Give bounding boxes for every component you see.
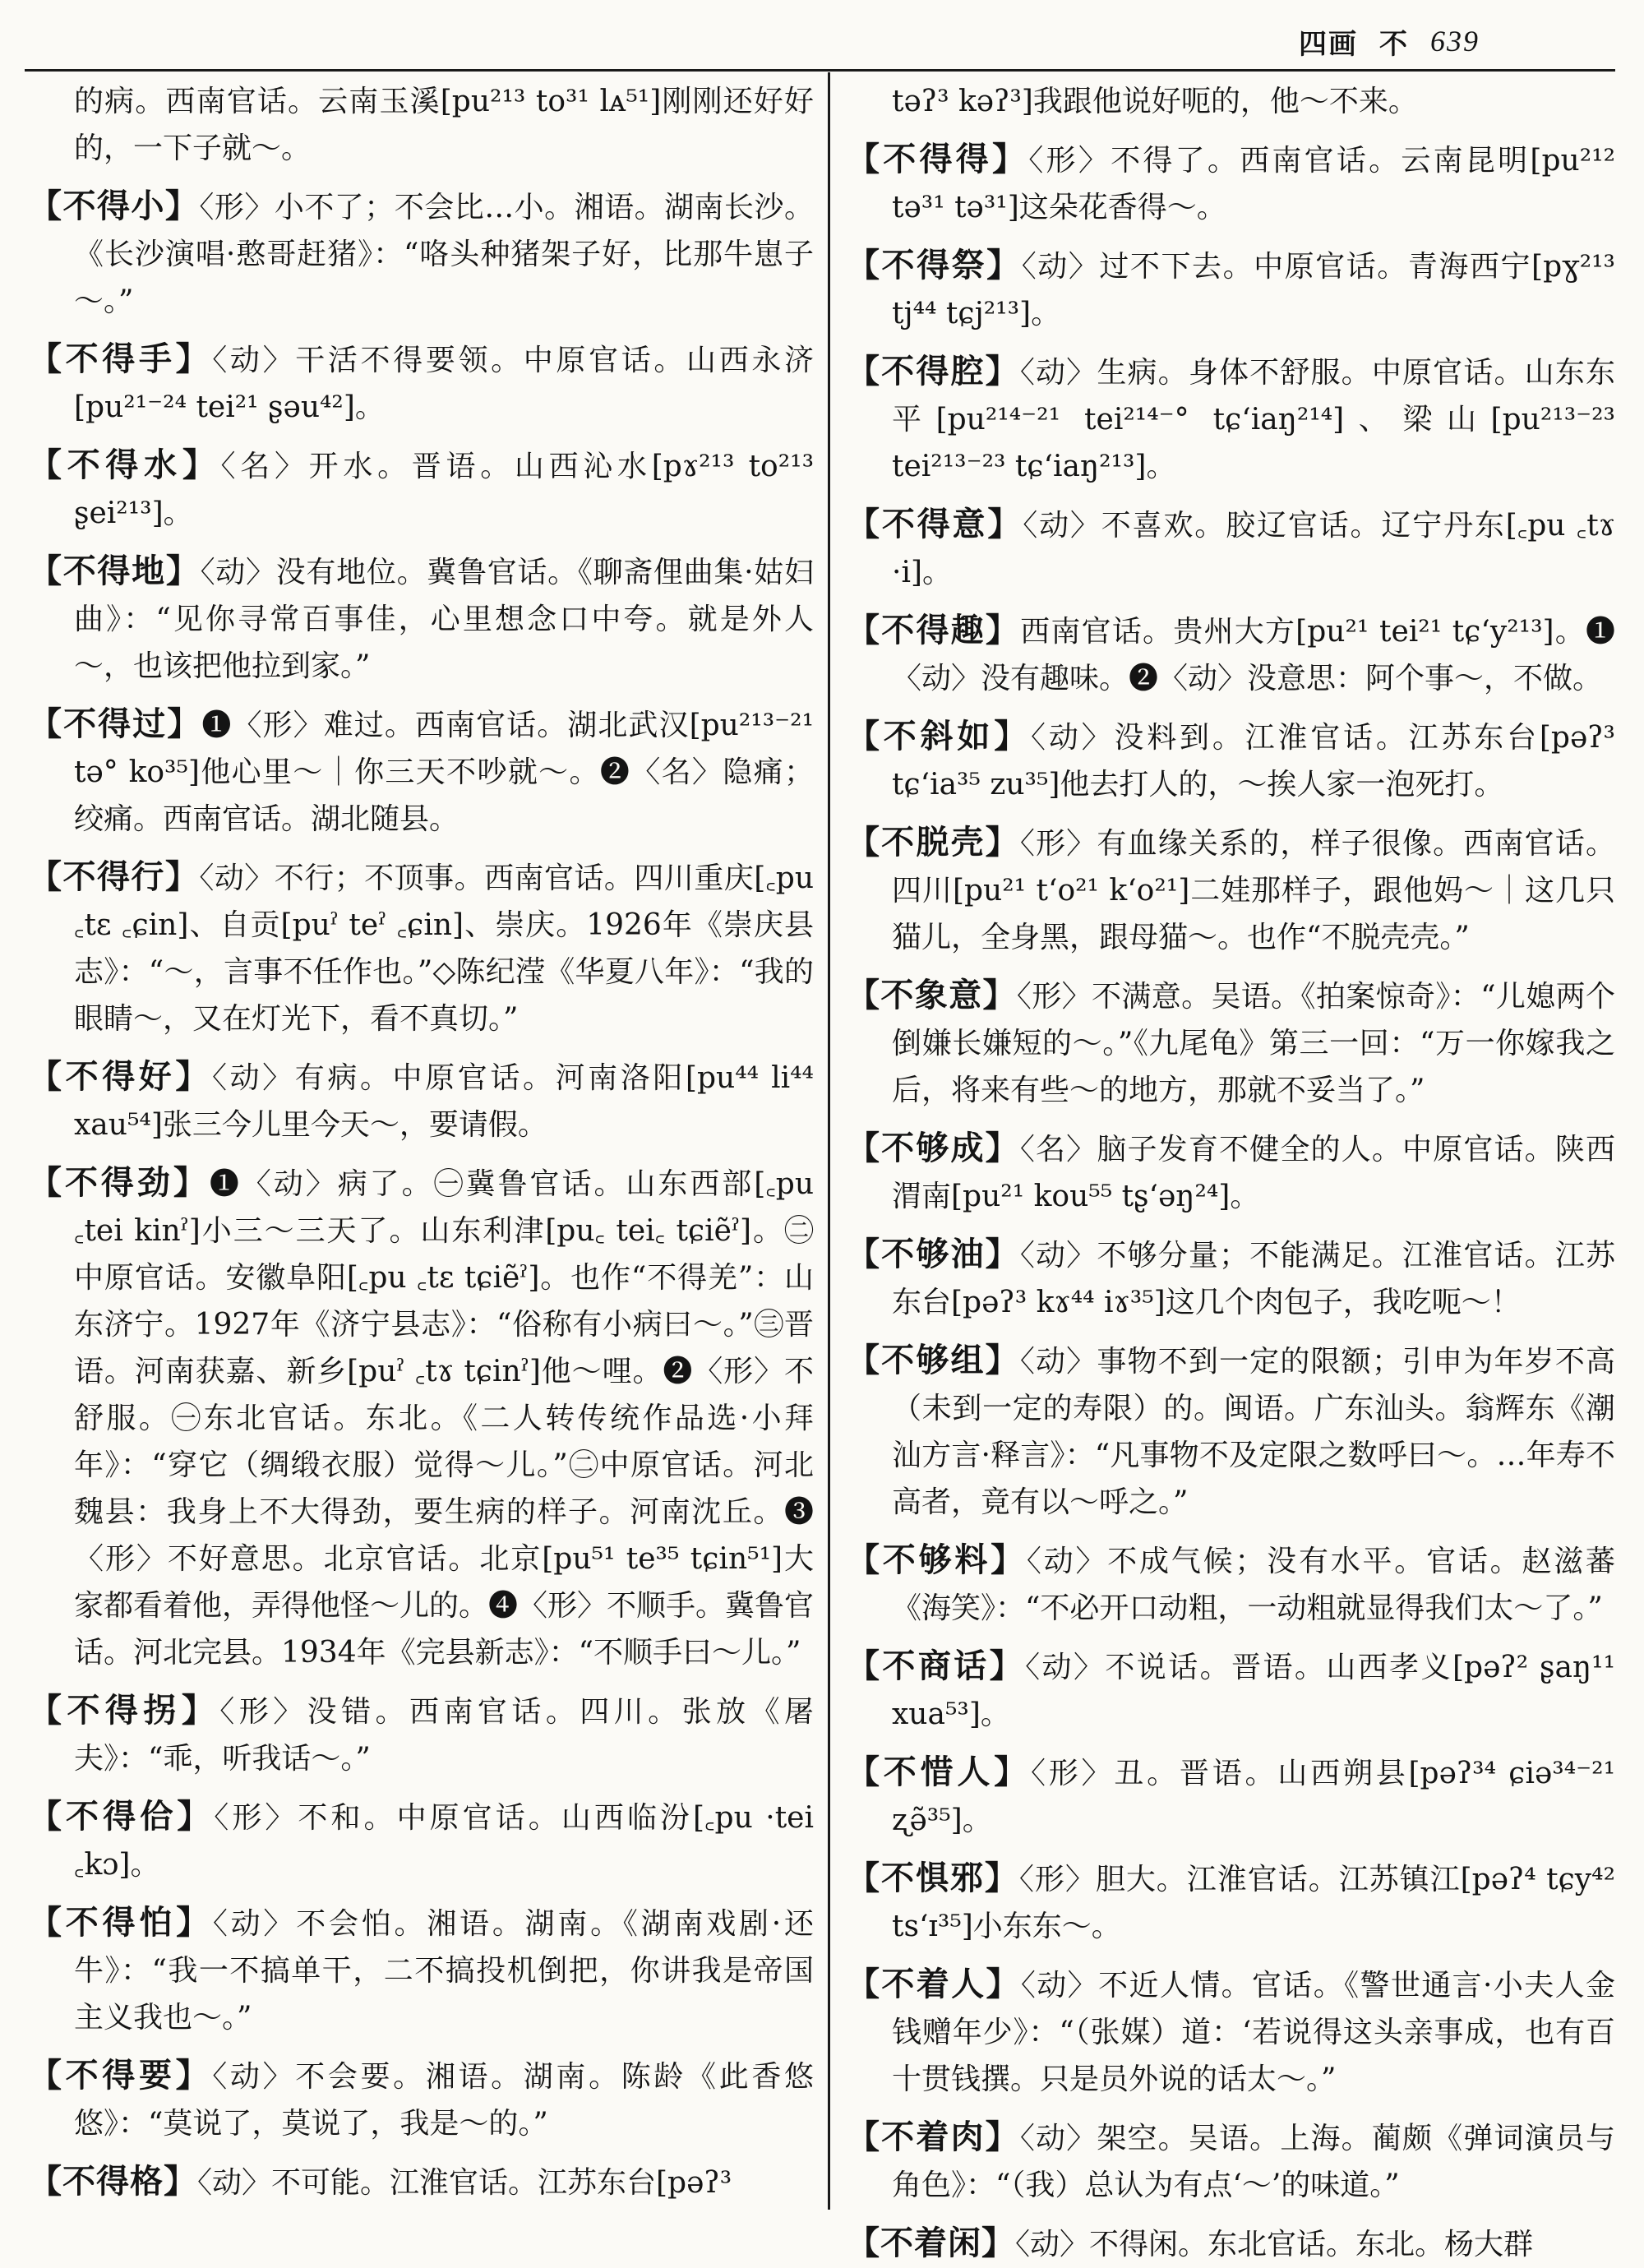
- entry-headword: 【不斜如】: [847, 718, 1032, 755]
- column-divider: [828, 72, 830, 2210]
- entry-definition: 〈动〉不说话。晋语。山西孝义[pəʔ² ʂaŋ¹¹ xua⁵³]。: [892, 1651, 1615, 1731]
- entry-definition: 〈动〉不够分量；不能满足。江淮官话。江苏东台[pəʔ³ kɤ⁴⁴ iɤ³⁵]这几个肉包子，我吃呃～！: [892, 1239, 1615, 1319]
- dictionary-entry: [847, 78, 1615, 125]
- entry-headword: 【不得怕】: [29, 1904, 213, 1942]
- entry-definition: 〈形〉不满意。吴语。《拍案惊奇》：“儿媳两个倒嫌长嫌短的～。”《九尾龟》第三一回：“万一你嫁我之后，将来有些～的地方，那就不妥当了。”: [892, 980, 1616, 1107]
- entry-headword: 【不得佮】: [29, 1798, 215, 1836]
- dictionary-entry: [847, 1643, 1615, 1738]
- entry-definition: 西南官话。贵州大方[pu²¹ tei²¹ tɕʻy²¹³]。❶〈动〉没有趣味。❷〈动〉没意思：阿个事～，不做。: [892, 615, 1615, 695]
- dictionary-entry: [29, 1160, 814, 1676]
- entry-definition: 〈动〉事物不到一定的限额；引申为年岁不高（未到一定的寿限）的。闽语。广东汕头。翁辉东《潮汕方言·释言》：“凡事物不及定限之数呼曰～。…年寿不高者，竟有以～呼之。”: [892, 1345, 1615, 1519]
- entry-definition: 〈动〉不近人情。官话。《警世通言·小夫人金钱赠年少》：“（张媒）道：‘若说得这头亲事成，也有百十贯钱撰。只是员外说的话太～。”: [892, 1969, 1616, 2096]
- entry-headword: 【不着闲】: [847, 2224, 1015, 2262]
- entry-headword: 【不得手】: [29, 340, 213, 378]
- dictionary-entry: [29, 1688, 814, 1782]
- entry-headword: 【不得地】: [29, 552, 201, 590]
- entry-headword: 【不得趣】: [847, 612, 1021, 649]
- dictionary-entry: [847, 501, 1615, 596]
- entry-definition: 〈动〉有病。中原官话。河南洛阳[pu⁴⁴ li⁴⁴ xau⁵⁴]张三今儿里今天～，要请假。: [74, 1061, 814, 1142]
- entry-headword: 【不得行】: [29, 858, 200, 896]
- entry-headword: 【不惧邪】: [847, 1859, 1019, 1897]
- entry-definition: 〈形〉没错。西南官话。四川。张放《屠夫》：“乖，听我话～。”: [74, 1695, 814, 1776]
- page-header: [1299, 16, 1611, 66]
- entry-headword: 【不惜人】: [847, 1753, 1031, 1791]
- dictionary-entry: [847, 349, 1615, 490]
- entry-definition: ❶〈形〉难过。西南官话。湖北武汉[pu²¹³⁻²¹ tə° ko³⁵]他心里～｜你三天不吵就～。❷〈名〉隐痛；绞痛。西南官话。湖北随县。: [74, 709, 815, 836]
- dictionary-entry: [847, 607, 1615, 702]
- entry-headword: 【不得过】: [29, 705, 202, 743]
- section-label: 四画: [1299, 27, 1358, 61]
- entry-headword: 【不得格】: [29, 2163, 197, 2201]
- entry-definition: 〈形〉小不了；不会比…小。湘语。湖南长沙。《长沙演唱·憨哥赶猪》：“咯头种猪架子好，比那牛崽子～。”: [74, 191, 814, 318]
- dictionary-entry: [29, 1054, 814, 1148]
- entry-definition: 〈动〉没料到。江淮官话。江苏东台[pəʔ³ tɕʻia³⁵ zu³⁵]他去打人的，～挨人家一泡死打。: [892, 721, 1615, 801]
- entry-headword: 【不得拐】: [29, 1692, 220, 1730]
- header-rule: [25, 69, 1615, 72]
- entry-headword: 【不着肉】: [847, 2118, 1020, 2156]
- entry-definition: 〈动〉不成气候；没有水平。官话。赵滋蕃《海笑》：“不必开口动粗，一动粗就显得我们太～了。”: [892, 1545, 1615, 1625]
- entry-definition: 〈形〉胆大。江淮官话。江苏镇江[pəʔ⁴ tɕy⁴² tsʻɪ³⁵]小东东～。: [892, 1863, 1615, 1943]
- dictionary-entry: [847, 1231, 1615, 1326]
- entry-headword: 【不得祭】: [847, 247, 1022, 284]
- left-column: [29, 78, 814, 2211]
- dictionary-entry: [847, 714, 1615, 808]
- right-column: [847, 78, 1616, 2262]
- dictionary-entry: [847, 1855, 1615, 1950]
- entry-headword: 【不够料】: [847, 1541, 1027, 1579]
- entry-definition: 〈动〉架空。吴语。上海。蔺颇《弹词演员与角色》：“（我）总认为有点‘～’的味道。”: [892, 2122, 1615, 2202]
- dictionary-entry: [29, 2053, 814, 2147]
- dictionary-entry: [29, 1900, 814, 2041]
- entry-headword: 【不脱壳】: [847, 824, 1020, 861]
- dictionary-entry: [29, 78, 814, 172]
- entry-definition: 〈形〉有血缘关系的，样子很像。西南官话。四川[pu²¹ tʻo²¹ kʻo²¹]二娃那样子，跟他妈～｜这几只猫儿，全身黑，跟母猫～。也作“不脱壳壳。”: [892, 827, 1615, 954]
- dictionary-entry: [847, 1749, 1615, 1844]
- entry-headword: 【不象意】: [847, 977, 1017, 1014]
- entry-definition: 〈动〉不行；不顶事。西南官话。四川重庆[꜀pu ꜀tɛ ꜀ɕin]、自贡[puˀ teˀ ꜀ɕin]、崇庆。1926年《崇庆县志》：“～，言事不任作也。”◇陈纪滢《华夏八年》：“我的眼睛～，又在灯光下，看不真切。”: [74, 861, 815, 1036]
- dictionary-entry: [847, 1125, 1615, 1220]
- entry-headword: 【不得小】: [29, 187, 200, 225]
- dictionary-entry: [29, 1794, 814, 1888]
- dictionary-entry: [847, 1537, 1615, 1632]
- entry-headword: 【不够油】: [847, 1236, 1020, 1273]
- entry-headword: 【不得水】: [29, 446, 221, 484]
- dictionary-entry: [29, 854, 814, 1042]
- header-char: 不: [1379, 27, 1409, 61]
- dictionary-entry: [847, 820, 1615, 961]
- dictionary-entry: [847, 1337, 1615, 1526]
- entry-definition: 〈形〉丑。晋语。山西朔县[pəʔ³⁴ ɕiə³⁴⁻²¹ ʐə̃³⁵]。: [892, 1757, 1615, 1837]
- entry-headword: 【不得得】: [847, 141, 1029, 178]
- dictionary-entry: [29, 548, 814, 690]
- dictionary-entry: [847, 2220, 1615, 2268]
- dictionary-entry: [29, 442, 814, 537]
- entry-definition: 〈动〉不得闲。东北官话。东北。杨大群: [1015, 2228, 1534, 2261]
- dictionary-entry: [29, 701, 814, 843]
- entry-definition: təʔ³ kəʔ³]我跟他说好呃的，他～不来。: [892, 85, 1418, 118]
- dictionary-entry: [847, 136, 1615, 231]
- entry-headword: 【不够成】: [847, 1129, 1020, 1167]
- entry-definition: 〈动〉不会要。湘语。湖南。陈龄《此香悠悠》：“莫说了，莫说了，我是～的。”: [74, 2060, 814, 2141]
- entry-definition: 〈形〉不得了。西南官话。云南昆明[pu²¹² tə³¹ tə³¹]这朵花香得～。: [892, 144, 1615, 224]
- entry-headword: 【不得劲】: [29, 1164, 210, 1202]
- entry-definition: 〈动〉干活不得要领。中原官话。山西永济[pu²¹⁻²⁴ tei²¹ ʂəu⁴²]。: [74, 344, 814, 424]
- dictionary-entry: [29, 336, 814, 431]
- entry-definition: 〈动〉生病。身体不舒服。中原官话。山东东平[pu²¹⁴⁻²¹ tei²¹⁴⁻° tɕʻiaŋ²¹⁴]、梁山[pu²¹³⁻²³ tei²¹³⁻²³ tɕʻiaŋ²¹³]。: [892, 356, 1615, 483]
- entry-definition: 〈名〉开水。晋语。山西沁水[pɤ²¹³ to²¹³ ʂei²¹³]。: [74, 450, 815, 530]
- dictionary-entry: [29, 183, 814, 325]
- entry-definition: ❶〈动〉病了。㊀冀鲁官话。山东西部[꜀pu ꜀tei kinˀ]小三～三天了。山东利津[pu꜀ tei꜀ tɕiẽˀ]。㊁中原官话。安徽阜阳[꜀pu ꜀tɛ tɕiẽˀ]。也作“不得羌”：山东济宁。1927年《济宁县志》：“俗称有小病曰～。”㊂晋语。河南获嘉、新乡[puˀ ꜀tɤ tɕinˀ]他～哩。❷〈形〉不舒服。㊀东北官话。东北。《二人转传统作品选·小拜年》：“穿它（绸缎衣服）觉得～儿。”㊁中原官话。河北魏县：我身上不大得劲，要生病的样子。河南沈丘。❸〈形〉不好意思。北京官话。北京[pu⁵¹ te³⁵ tɕin⁵¹]大家都看着他，弄得他怪～儿的。❹〈形〉不顺手。冀鲁官话。河北完县。1934年《完县新志》：“不顺手曰～儿。”: [74, 1167, 815, 1670]
- entry-headword: 【不得意】: [847, 506, 1023, 543]
- entry-definition: 〈动〉不喜欢。胶辽官话。辽宁丹东[꜀pu ꜀tɤ ·i]。: [892, 509, 1616, 589]
- entry-definition: 〈动〉过不下去。中原官话。青海西宁[pɣ²¹³ tj⁴⁴ tɕj²¹³]。: [892, 250, 1615, 330]
- entry-definition: 〈动〉不会怕。湘语。湖南。《湖南戏剧·还牛》：“我一不搞单干，二不搞投机倒把，你讲我是帝国主义我也～。”: [74, 1907, 815, 2035]
- entry-headword: 【不够组】: [847, 1342, 1020, 1379]
- dictionary-entry: [847, 243, 1615, 337]
- entry-definition: 的病。西南官话。云南玉溪[pu²¹³ to³¹ lᴀ⁵¹]刚刚还好好的，一下子就～。: [74, 85, 814, 165]
- entry-definition: 〈动〉没有地位。冀鲁官话。《聊斋俚曲集·姑妇曲》：“见你寻常百事佳，心里想念口中夸。就是外人～，也该把他拉到家。”: [74, 556, 815, 683]
- dictionary-entry: [847, 2114, 1615, 2209]
- entry-headword: 【不得腔】: [847, 353, 1020, 390]
- entry-definition: 〈动〉不可能。江淮官话。江苏东台[pəʔ³: [197, 2166, 732, 2200]
- entry-headword: 【不着人】: [847, 1965, 1021, 2003]
- page-number: 639: [1430, 25, 1480, 58]
- dictionary-entry: [29, 2159, 814, 2206]
- entry-definition: 〈名〉脑子发育不健全的人。中原官话。陕西渭南[pu²¹ kou⁵⁵ tʂʻəŋ²⁴]。: [892, 1133, 1615, 1213]
- entry-headword: 【不得要】: [29, 2057, 213, 2095]
- entry-definition: 〈形〉不和。中原官话。山西临汾[꜀pu ·tei ꜀kɔ]。: [74, 1801, 815, 1882]
- entry-headword: 【不商话】: [847, 1647, 1026, 1685]
- entry-headword: 【不得好】: [29, 1058, 212, 1096]
- dictionary-entry: [847, 1961, 1615, 2103]
- dictionary-entry: [847, 972, 1615, 1114]
